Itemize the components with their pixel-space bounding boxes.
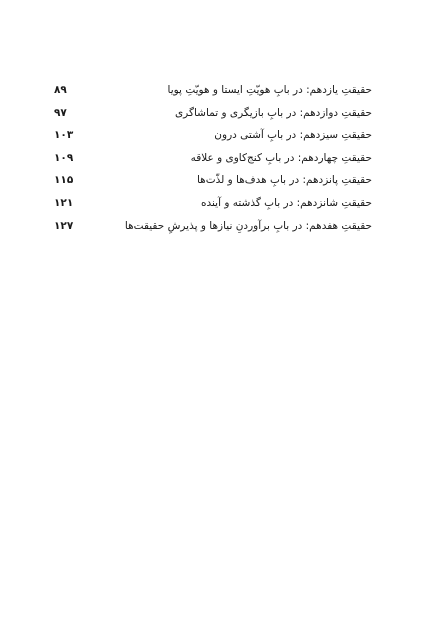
toc-entry-page-number: ۱۲۱ [54, 196, 74, 209]
toc-entry [54, 125, 372, 148]
toc-entry-title: حقیقتِ هفدهم: در بابِ برآوردنِ نیازها و پذیرشِ حقیقت‌ها [124, 219, 372, 232]
toc-entry-page-number: ۱۰۹ [54, 151, 74, 164]
toc-entry [54, 170, 372, 193]
toc-entry [54, 148, 372, 171]
toc-entry-page-number: ۹۷ [54, 106, 67, 119]
toc-entry-title: حقیقتِ یازدهم: در بابِ هویّتِ ایستا و هویّتِ پویا [167, 84, 372, 96]
table-of-contents [54, 80, 372, 238]
toc-entry-page-number: ۱۲۷ [54, 219, 74, 232]
toc-entry-page-number: ۱۰۳ [54, 129, 74, 142]
toc-entry [54, 193, 372, 216]
toc-entry-title: حقیقتِ دوازدهم: در بابِ بازیگری و تماشاگری [174, 106, 372, 119]
toc-entry [54, 80, 372, 103]
toc-entry-title: حقیقتِ چهاردهم: در بابِ کنج‌کاوی و علاقه [190, 151, 372, 164]
toc-entry-title: حقیقتِ پانزدهم: در بابِ هدف‌ها و لذّت‌ها [196, 174, 372, 187]
toc-entry-page-number: ۸۹ [54, 84, 67, 96]
toc-entry-title: حقیقتِ سیزدهم: در بابِ آشتی درون [214, 129, 372, 142]
toc-entry-title: حقیقتِ شانزدهم: در بابِ گذشته و آینده [200, 196, 372, 209]
toc-entry [54, 103, 372, 126]
toc-entry-page-number: ۱۱۵ [54, 174, 74, 187]
toc-entry [54, 216, 372, 239]
